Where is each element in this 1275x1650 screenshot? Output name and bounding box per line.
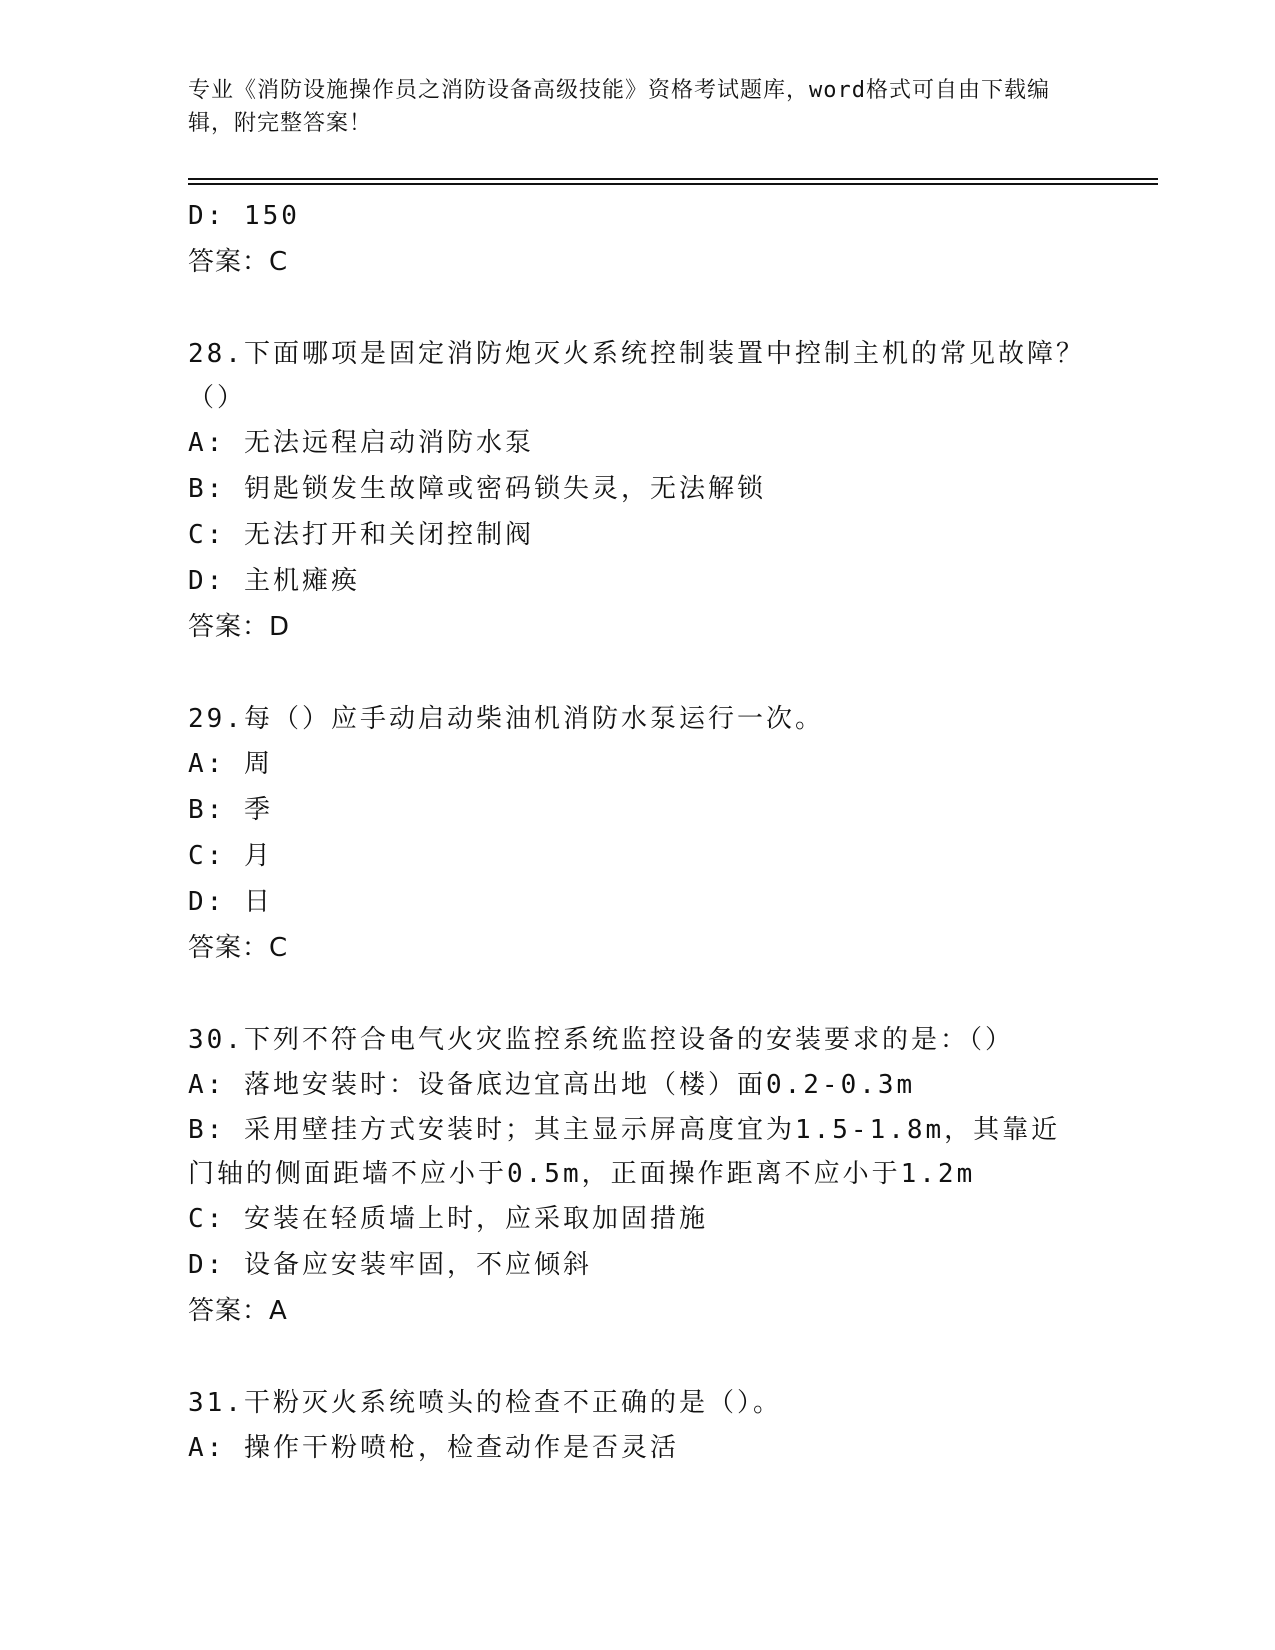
answer-line: 答案：C bbox=[188, 247, 289, 277]
option-a: A: 落地安装时：设备底边宜高出地（楼）面0.2-0.3m bbox=[188, 1070, 916, 1100]
document-header: 专业《消防设施操作员之消防设备高级技能》资格考试题库，word格式可自由下载编辑，附完整答案！ bbox=[188, 78, 1050, 136]
option-d: D: 设备应安装牢固，不应倾斜 bbox=[188, 1250, 592, 1280]
question-title: 30.下列不符合电气火灾监控系统监控设备的安装要求的是：（） bbox=[188, 1025, 1014, 1055]
answer-line: 答案：D bbox=[188, 612, 291, 642]
option-c: C: 月 bbox=[188, 841, 273, 871]
option-b: B: 钥匙锁发生故障或密码锁失灵，无法解锁 bbox=[188, 474, 766, 504]
question-title: 31.干粉灭火系统喷头的检查不正确的是（）。 bbox=[188, 1388, 782, 1418]
question-29 bbox=[188, 697, 1088, 971]
option-a: A: 无法远程启动消防水泵 bbox=[188, 428, 534, 458]
header-divider-bottom bbox=[188, 183, 1158, 185]
question-30 bbox=[188, 1018, 1088, 1334]
question-list bbox=[188, 193, 1088, 1471]
option-c: C: 安装在轻质墙上时，应采取加固措施 bbox=[188, 1204, 708, 1234]
option-d: D: 主机瘫痪 bbox=[188, 566, 360, 596]
header-divider-top bbox=[188, 178, 1158, 180]
question-title: 29.每（）应手动启动柴油机消防水泵运行一次。 bbox=[188, 704, 824, 734]
option-d: D: 150 bbox=[188, 201, 300, 231]
option-d: D: 日 bbox=[188, 887, 273, 917]
question-title: 28.下面哪项是固定消防炮灭火系统控制装置中控制主机的常见故障？（） bbox=[188, 339, 1085, 413]
option-a: A: 周 bbox=[188, 749, 273, 779]
answer-line: 答案：C bbox=[188, 933, 289, 963]
question-31 bbox=[188, 1381, 1088, 1471]
option-b: B: 季 bbox=[188, 795, 273, 825]
option-a: A: 操作干粉喷枪，检查动作是否灵活 bbox=[188, 1433, 679, 1463]
option-c: C: 无法打开和关闭控制阀 bbox=[188, 520, 534, 550]
option-b: B: 采用壁挂方式安装时；其主显示屏高度宜为1.5-1.8m，其靠近门轴的侧面距墙不应小于0.5m，正面操作距离不应小于1.2m bbox=[188, 1115, 1061, 1189]
question-28 bbox=[188, 332, 1088, 650]
answer-line: 答案：A bbox=[188, 1296, 288, 1326]
